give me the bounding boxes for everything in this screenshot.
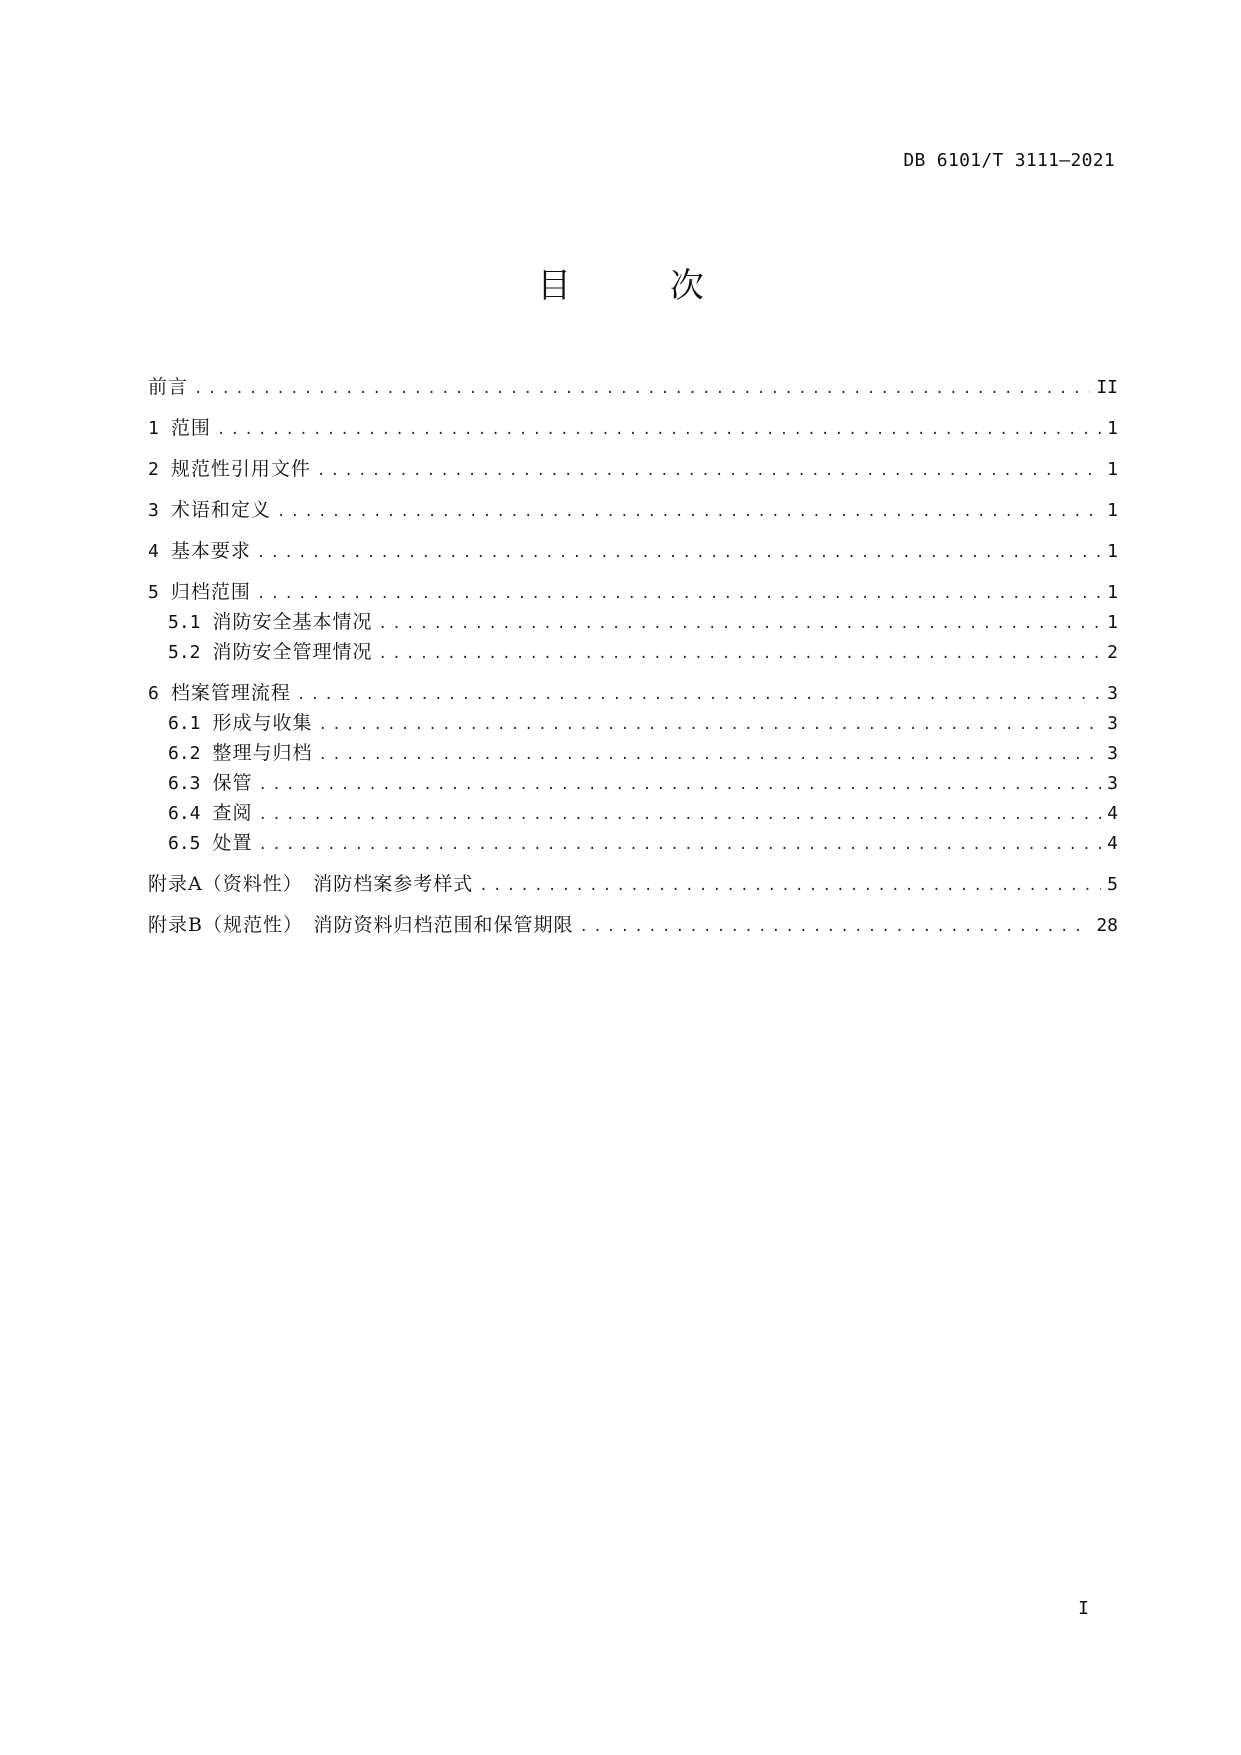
toc-label: 保管	[212, 772, 253, 794]
toc-entry-6-3[interactable]	[148, 768, 1118, 798]
toc-leader-dots	[259, 830, 1102, 858]
toc-leader-dots	[297, 680, 1101, 708]
page-number: I	[1078, 1598, 1089, 1619]
toc-label: 附录A（资料性） 消防档案参考样式	[148, 873, 474, 895]
page-title: 目 次	[537, 266, 748, 306]
toc-page-number: 1	[1107, 459, 1118, 480]
toc-entry-appendix-a[interactable]	[148, 869, 1118, 899]
toc-section-number: 6.5	[168, 833, 201, 854]
toc-page-number: 28	[1096, 915, 1118, 936]
toc-label: 规范性引用文件	[170, 458, 311, 480]
toc-entry-foreword[interactable]	[148, 372, 1118, 402]
toc-section-number: 3	[148, 500, 159, 521]
toc-page-number: 1	[1107, 541, 1118, 562]
toc-page-number: 4	[1107, 803, 1118, 824]
toc-section-number: 6	[148, 683, 159, 704]
toc-label: 处置	[212, 832, 253, 854]
toc-label: 查阅	[212, 802, 253, 824]
toc-label: 前言	[148, 376, 189, 398]
toc-page-number: 3	[1107, 713, 1118, 734]
toc-entry-5-2[interactable]	[148, 637, 1118, 667]
toc-leader-dots	[319, 710, 1102, 738]
toc-entry-2[interactable]	[148, 454, 1118, 484]
toc-label: 消防安全基本情况	[212, 611, 373, 633]
toc-page-number: 1	[1107, 612, 1118, 633]
toc-section-number: 6.2	[168, 743, 201, 764]
toc-label: 档案管理流程	[170, 682, 291, 704]
toc-label: 形成与收集	[212, 712, 313, 734]
toc-section-number: 4	[148, 541, 159, 562]
toc-page-number: 4	[1107, 833, 1118, 854]
toc-entry-6-1[interactable]	[148, 708, 1118, 738]
toc-leader-dots	[217, 415, 1101, 443]
toc-page-number: 3	[1107, 773, 1118, 794]
toc-entry-6-2[interactable]	[148, 738, 1118, 768]
toc-leader-dots	[479, 871, 1101, 899]
toc-label: 消防安全管理情况	[212, 641, 373, 663]
toc-section-number: 5.2	[168, 642, 201, 663]
toc-entry-6-5[interactable]	[148, 828, 1118, 858]
toc-leader-dots	[319, 740, 1102, 768]
toc-leader-dots	[317, 456, 1101, 484]
toc-label: 归档范围	[170, 581, 251, 603]
toc-page-number: II	[1096, 377, 1118, 398]
toc-section-number: 2	[148, 459, 159, 480]
toc-label: 整理与归档	[212, 742, 313, 764]
toc-leader-dots	[379, 639, 1102, 667]
toc-entry-appendix-b[interactable]	[148, 910, 1118, 940]
toc-page-number: 3	[1107, 743, 1118, 764]
toc-section-number: 6.1	[168, 713, 201, 734]
toc-leader-dots	[579, 912, 1090, 940]
toc-entry-5-1[interactable]	[148, 607, 1118, 637]
toc-label: 术语和定义	[170, 499, 271, 521]
toc-entry-1[interactable]	[148, 413, 1118, 443]
toc-section-number: 5	[148, 582, 159, 603]
toc-entry-4[interactable]	[148, 536, 1118, 566]
toc-label: 基本要求	[170, 540, 251, 562]
toc-leader-dots	[379, 609, 1102, 637]
toc-section-number: 5.1	[168, 612, 201, 633]
toc-page-number: 3	[1107, 683, 1118, 704]
toc-section-number: 1	[148, 418, 159, 439]
toc-page-number: 1	[1107, 418, 1118, 439]
toc-entry-3[interactable]	[148, 495, 1118, 525]
toc-section-number: 6.3	[168, 773, 201, 794]
table-of-contents	[148, 372, 1118, 940]
toc-entry-5[interactable]	[148, 577, 1118, 607]
toc-entry-6[interactable]	[148, 678, 1118, 708]
toc-page-number: 1	[1107, 500, 1118, 521]
toc-leader-dots	[259, 770, 1102, 798]
toc-label: 附录B（规范性） 消防资料归档范围和保管期限	[148, 914, 574, 936]
toc-page-number: 2	[1107, 642, 1118, 663]
toc-label: 范围	[170, 417, 211, 439]
toc-page-number: 5	[1107, 874, 1118, 895]
document-code: DB 6101/T 3111—2021	[903, 150, 1115, 171]
toc-leader-dots	[277, 497, 1101, 525]
toc-leader-dots	[259, 800, 1102, 828]
toc-leader-dots	[194, 374, 1090, 402]
toc-entry-6-4[interactable]	[148, 798, 1118, 828]
toc-page-number: 1	[1107, 582, 1118, 603]
toc-leader-dots	[257, 579, 1101, 607]
toc-section-number: 6.4	[168, 803, 201, 824]
toc-leader-dots	[257, 538, 1101, 566]
